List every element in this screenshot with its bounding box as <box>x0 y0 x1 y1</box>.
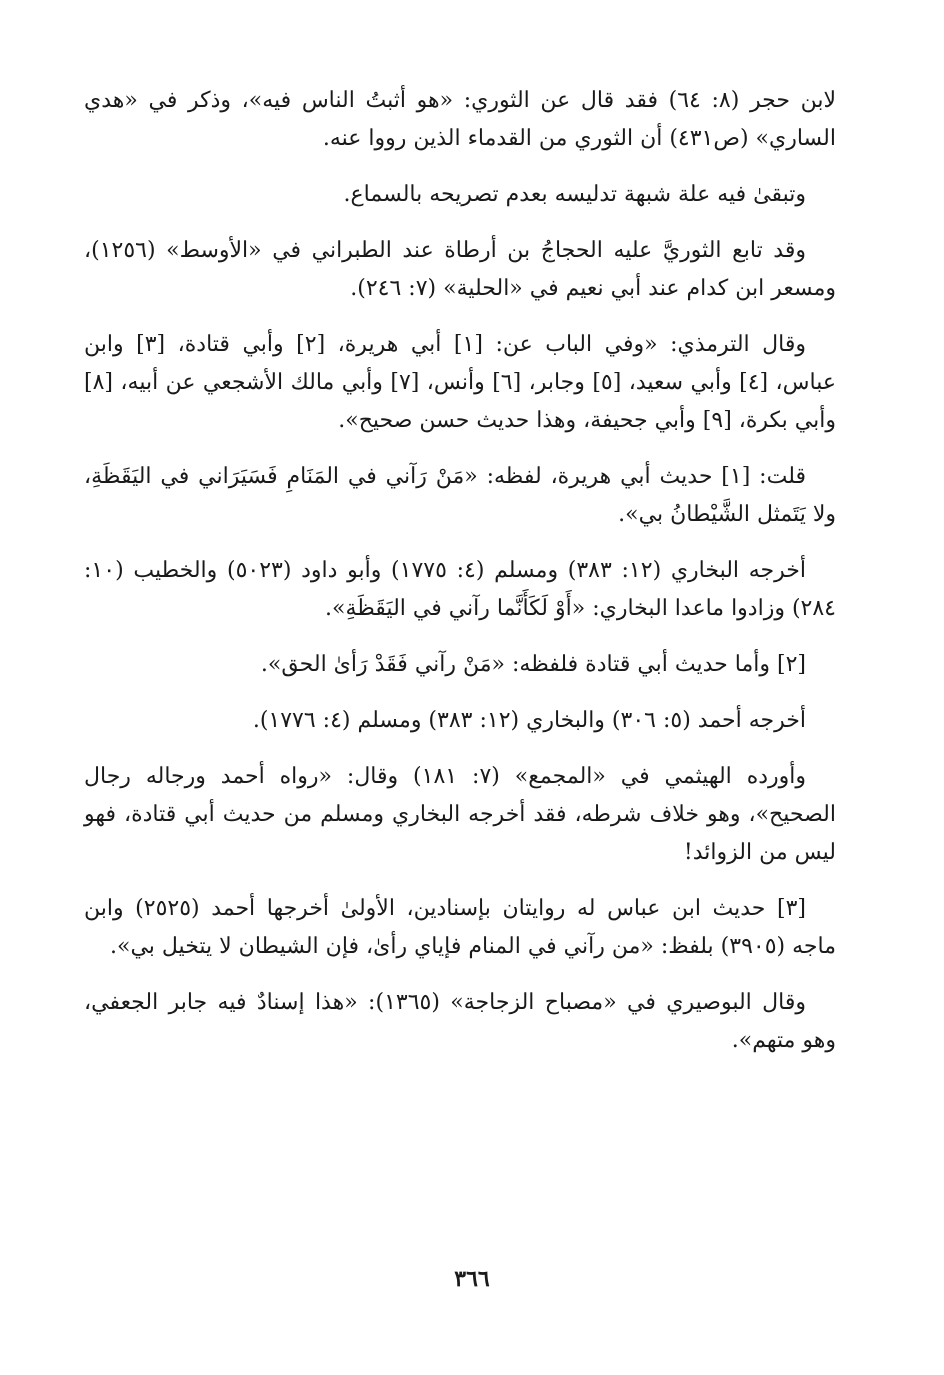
paragraph-ibn-abbas: [٣] حديث ابن عباس له روايتان بإسنادين، الأولىٰ أخرجها أحمد (٢٥٢٥) وابن ماجه (٣٩٠٥) بلفظ: «من رآني في المنام فإياي رأىٰ، فإن الشيطان لا يتخيل بي». <box>84 896 836 959</box>
paragraph-follow-ups: وقد تابع الثوريَّ عليه الحجاجُ بن أرطاة عند الطبراني في «الأوسط» (١٢٥٦)، ومسعر ابن كدام عند أبي نعيم في «الحلية» (٧: ٢٤٦). <box>84 238 836 301</box>
paragraph-busiri: وقال البوصيري في «مصباح الزجاجة» (١٣٦٥): «هذا إسنادٌ فيه جابر الجعفي، وهو متهم». <box>84 990 836 1053</box>
paragraph-tirmidhi: وقال الترمذي: «وفي الباب عن: [١] أبي هريرة، [٢] وأبي قتادة، [٣] وابن عباس، [٤] وأبي سعيد، [٥] وجابر، [٦] وأنس، [٧] وأبي مالك الأشجعي عن أبيه، [٨] وأبي بكرة، [٩] وأبي جحيفة، وهذا حديث حسن صحيح». <box>84 332 836 433</box>
paragraph-takhrij-2: أخرجه أحمد (٥: ٣٠٦) والبخاري (١٢: ٣٨٣) ومسلم (٤: ١٧٧٦). <box>252 708 806 733</box>
paragraph-haythami: وأورده الهيثمي في «المجمع» (٧: ١٨١) وقال: «رواه أحمد ورجاله رجال الصحيح»، وهو خلاف شرطه، فقد أخرجه البخاري ومسلم من حديث أبي قتادة، فهو ليس من الزوائد! <box>84 764 836 865</box>
text-column <box>84 82 836 1078</box>
paragraph-tadlis-note: وتبقىٰ فيه علة شبهة تدليسه بعدم تصريحه بالسماع. <box>343 182 806 207</box>
paragraph-takhrij-1: أخرجه البخاري (١٢: ٣٨٣) ومسلم (٤: ١٧٧٥) وأبو داود (٥٠٢٣) والخطيب (١٠: ٢٨٤) وزادوا ماعدا البخاري: «أَوْ لَكَأَنَّما رآني في اليَقَظَةِ». <box>84 558 836 621</box>
paragraph-continuation: لابن حجر (٨: ٦٤) فقد قال عن الثوري: «هو أثبتُ الناس فيه»، وذكر في «هدي الساري» (ص٤٣١) أن الثوري من القدماء الذين رووا عنه. <box>84 88 836 151</box>
paragraph-abu-hurayra: قلت: [١] حديث أبي هريرة، لفظه: «مَنْ رَآني في المَنَامِ فَسَيَرَاني في اليَقَظَةِ، ولا يَتَمثل الشَّيْطانُ بي». <box>84 464 836 527</box>
paragraph-abu-qatada: [٢] وأما حديث أبي قتادة فلفظه: «مَنْ رآني فَقَدْ رَأىٰ الحق». <box>260 652 806 677</box>
page-number: ٣٦٦ <box>454 1266 490 1292</box>
